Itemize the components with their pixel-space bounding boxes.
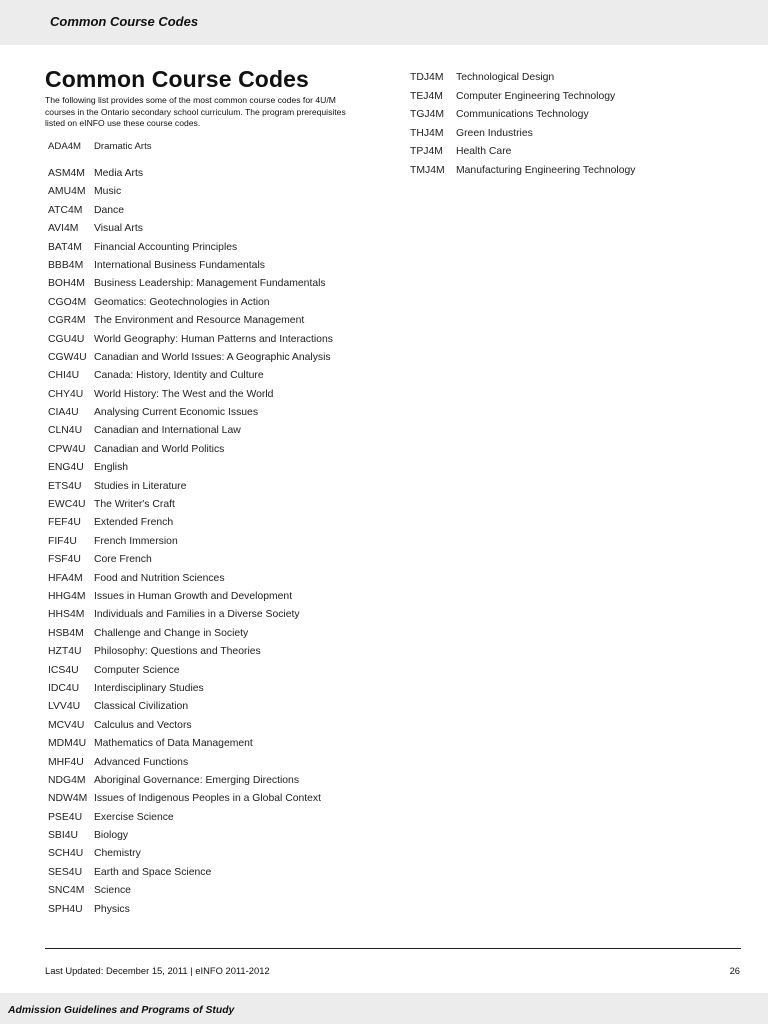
course-code: MCV4U bbox=[48, 719, 85, 731]
course-name: Green Industries bbox=[456, 127, 533, 139]
course-code: SBI4U bbox=[48, 830, 79, 842]
course-row bbox=[48, 554, 333, 572]
course-row bbox=[48, 352, 333, 370]
course-code: NDG4M bbox=[48, 774, 86, 786]
course-code: ICS4U bbox=[48, 664, 79, 676]
course-code: ENG4U bbox=[48, 462, 84, 474]
course-name: Dance bbox=[94, 204, 125, 216]
course-name: Visual Arts bbox=[94, 223, 143, 235]
course-code: BOH4M bbox=[48, 278, 85, 290]
course-row bbox=[48, 793, 333, 811]
course-row bbox=[48, 223, 333, 241]
course-code: MHF4U bbox=[48, 756, 84, 768]
footer-band bbox=[0, 993, 768, 1024]
page-title: Common Course Codes bbox=[45, 66, 309, 92]
course-name: Computer Science bbox=[94, 664, 180, 676]
course-row bbox=[48, 904, 333, 922]
course-code: ADA4M bbox=[48, 141, 82, 152]
course-code: MDM4U bbox=[48, 738, 87, 750]
course-name: World History: The West and the World bbox=[94, 388, 274, 400]
course-name: Geomatics: Geotechnologies in Action bbox=[94, 296, 270, 308]
course-row bbox=[48, 370, 333, 388]
course-list-right bbox=[410, 72, 635, 183]
course-row bbox=[410, 91, 635, 110]
course-code: CGR4M bbox=[48, 315, 86, 327]
header-band bbox=[0, 0, 768, 45]
course-name: The Writer's Craft bbox=[94, 499, 175, 511]
course-row bbox=[48, 812, 333, 830]
course-row bbox=[48, 444, 333, 462]
course-row bbox=[48, 499, 333, 517]
course-name: Earth and Space Science bbox=[94, 866, 212, 878]
course-row bbox=[48, 830, 333, 848]
course-row bbox=[48, 242, 333, 260]
course-row bbox=[48, 168, 333, 186]
course-row bbox=[48, 757, 333, 775]
course-row bbox=[48, 425, 333, 443]
course-row bbox=[48, 315, 333, 333]
course-row bbox=[48, 297, 333, 315]
course-name: Advanced Functions bbox=[94, 756, 189, 768]
course-name: Food and Nutrition Sciences bbox=[94, 572, 225, 584]
course-code: TEJ4M bbox=[410, 90, 443, 102]
course-code: HSB4M bbox=[48, 627, 84, 639]
course-row bbox=[48, 738, 333, 756]
course-code: TDJ4M bbox=[410, 72, 444, 83]
course-row bbox=[48, 407, 333, 425]
course-code: THJ4M bbox=[410, 127, 444, 139]
intro-paragraph: The following list provides some of the most common course codes for 4U/M courses in the Ontario secondary school curriculum. The program prerequisites listed on eINFO use these course codes. bbox=[45, 95, 346, 128]
course-code: BBB4M bbox=[48, 259, 84, 271]
course-row bbox=[48, 591, 333, 609]
course-code: HZT4U bbox=[48, 646, 82, 658]
course-row bbox=[48, 141, 333, 168]
course-code: TPJ4M bbox=[410, 146, 443, 157]
course-code: HHS4M bbox=[48, 609, 85, 621]
course-name: Mathematics of Data Management bbox=[94, 738, 253, 750]
course-code: SES4U bbox=[48, 866, 83, 878]
course-name: Aboriginal Governance: Emerging Directions bbox=[94, 774, 300, 786]
course-code: TGJ4M bbox=[410, 109, 445, 120]
course-code: ATC4M bbox=[48, 204, 83, 216]
course-name: Business Leadership: Management Fundamentals bbox=[94, 278, 326, 290]
course-code: LVV4U bbox=[48, 701, 81, 713]
course-row bbox=[48, 720, 333, 738]
course-row bbox=[48, 573, 333, 591]
course-row bbox=[48, 683, 333, 701]
running-foot: Admission Guidelines and Programs of Study bbox=[8, 1005, 235, 1016]
course-row bbox=[48, 885, 333, 903]
course-row bbox=[410, 109, 635, 128]
course-code: HFA4M bbox=[48, 572, 83, 584]
course-code: ASM4M bbox=[48, 168, 85, 179]
course-code: FSF4U bbox=[48, 554, 81, 566]
course-row bbox=[410, 146, 635, 165]
course-name: Music bbox=[94, 186, 122, 198]
course-name: English bbox=[94, 462, 129, 474]
course-code: FEF4U bbox=[48, 517, 81, 529]
course-row bbox=[48, 775, 333, 793]
course-code: EWC4U bbox=[48, 499, 86, 511]
course-name: Canada: History, Identity and Culture bbox=[94, 370, 264, 382]
course-name: Biology bbox=[94, 830, 129, 842]
course-code: CGU4U bbox=[48, 333, 85, 345]
course-name: French Immersion bbox=[94, 535, 178, 547]
course-name: Dramatic Arts bbox=[94, 141, 152, 152]
course-code: AMU4M bbox=[48, 186, 86, 198]
course-code: NDW4M bbox=[48, 793, 88, 805]
page-number: 26 bbox=[729, 965, 740, 976]
course-name: Philosophy: Questions and Theories bbox=[94, 646, 261, 658]
course-name: Media Arts bbox=[94, 168, 144, 179]
course-row bbox=[48, 334, 333, 352]
course-row bbox=[48, 481, 333, 499]
course-name: Issues of Indigenous Peoples in a Global Context bbox=[94, 793, 322, 805]
course-code: CHY4U bbox=[48, 388, 84, 400]
course-code: AVI4M bbox=[48, 223, 79, 235]
course-code: CHI4U bbox=[48, 370, 80, 382]
footer-divider bbox=[45, 948, 741, 949]
course-name: Canadian and International Law bbox=[94, 425, 241, 437]
course-code: TMJ4M bbox=[410, 164, 445, 176]
course-row bbox=[48, 260, 333, 278]
course-name: Core French bbox=[94, 554, 152, 566]
course-name: Canadian and World Politics bbox=[94, 443, 225, 455]
course-code: FIF4U bbox=[48, 535, 77, 547]
course-name: Physics bbox=[94, 903, 130, 915]
course-name: Computer Engineering Technology bbox=[456, 90, 616, 102]
course-row bbox=[48, 628, 333, 646]
course-row bbox=[48, 665, 333, 683]
course-name: Interdisciplinary Studies bbox=[94, 682, 204, 694]
course-name: Financial Accounting Principles bbox=[94, 241, 238, 253]
course-name: Exercise Science bbox=[94, 811, 174, 823]
course-row bbox=[48, 536, 333, 554]
course-row bbox=[48, 646, 333, 664]
course-code: ETS4U bbox=[48, 480, 82, 492]
course-name: Chemistry bbox=[94, 848, 141, 860]
course-name: Science bbox=[94, 885, 131, 897]
course-code: CLN4U bbox=[48, 425, 83, 437]
course-code: HHG4M bbox=[48, 590, 86, 602]
course-name: Canadian and World Issues: A Geographic Analysis bbox=[94, 351, 331, 363]
course-list-left bbox=[48, 141, 333, 922]
course-row bbox=[48, 701, 333, 719]
course-name: The Environment and Resource Management bbox=[94, 315, 305, 327]
course-row bbox=[48, 462, 333, 480]
course-row bbox=[410, 165, 635, 184]
course-row bbox=[48, 389, 333, 407]
course-code: SPH4U bbox=[48, 903, 83, 915]
course-row bbox=[48, 517, 333, 535]
course-name: Technological Design bbox=[456, 72, 555, 83]
course-name: International Business Fundamentals bbox=[94, 259, 265, 271]
footer-updated: Last Updated: December 15, 2011 | eINFO 2011-2012 bbox=[45, 965, 270, 976]
course-name: Calculus and Vectors bbox=[94, 719, 192, 731]
course-name: World Geography: Human Patterns and Interactions bbox=[94, 333, 333, 345]
course-row bbox=[48, 278, 333, 296]
course-code: SNC4M bbox=[48, 885, 85, 897]
course-code: PSE4U bbox=[48, 811, 83, 823]
course-row bbox=[48, 205, 333, 223]
course-code: IDC4U bbox=[48, 682, 80, 694]
course-name: Communications Technology bbox=[456, 109, 589, 120]
course-row bbox=[410, 72, 635, 91]
course-name: Issues in Human Growth and Development bbox=[94, 590, 293, 602]
course-name: Health Care bbox=[456, 146, 512, 157]
course-name: Studies in Literature bbox=[94, 480, 187, 492]
course-row bbox=[48, 609, 333, 627]
course-code: BAT4M bbox=[48, 241, 82, 253]
course-name: Analysing Current Economic Issues bbox=[94, 407, 259, 419]
course-name: Challenge and Change in Society bbox=[94, 627, 249, 639]
course-row bbox=[48, 186, 333, 204]
course-name: Individuals and Families in a Diverse Society bbox=[94, 609, 300, 621]
running-title: Common Course Codes bbox=[50, 14, 199, 29]
course-name: Classical Civilization bbox=[94, 701, 189, 713]
course-name: Extended French bbox=[94, 517, 174, 529]
course-name: Manufacturing Engineering Technology bbox=[456, 164, 636, 176]
course-row bbox=[48, 848, 333, 866]
course-code: CGW4U bbox=[48, 351, 87, 363]
course-row bbox=[48, 867, 333, 885]
course-code: CIA4U bbox=[48, 407, 79, 419]
course-code: CGO4M bbox=[48, 296, 87, 308]
course-row bbox=[410, 128, 635, 147]
course-code: CPW4U bbox=[48, 443, 86, 455]
course-code: SCH4U bbox=[48, 848, 84, 860]
